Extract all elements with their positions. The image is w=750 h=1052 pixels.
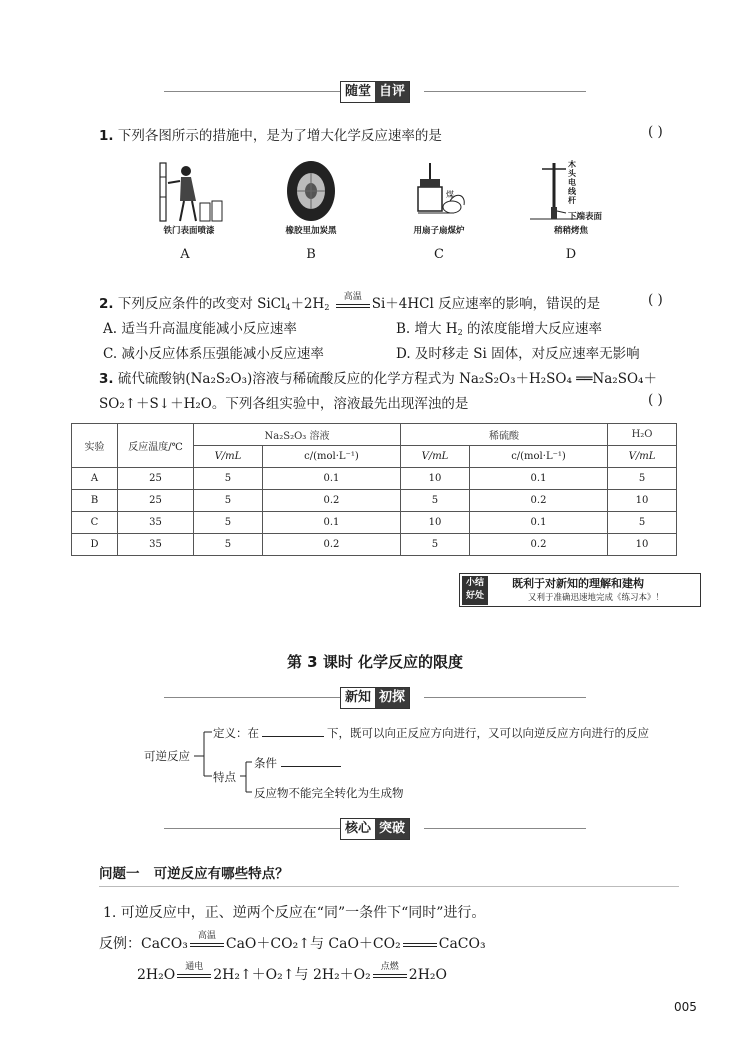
blank-underline xyxy=(281,766,341,767)
question-1 xyxy=(99,124,442,144)
answer-bracket: ( ) xyxy=(648,292,663,308)
question-text: 下列各图所示的措施中，是为了增大化学反应速率的是 xyxy=(117,128,442,144)
table-header: 反应温度/℃ xyxy=(118,424,194,468)
table-subheader: c/(mol·L⁻¹) xyxy=(469,446,607,468)
section-divider xyxy=(424,697,586,698)
table-subheader: c/(mol·L⁻¹) xyxy=(262,446,400,468)
example-line-2: 2H₂O 通电 2H₂↑＋O₂↑与 2H₂＋O₂ 点燃 2H₂O xyxy=(137,962,447,983)
diagram-incomplete: 反应物不能完全转化为生成物 xyxy=(254,786,404,800)
choice-b: B. 增大 $H_2$ 的浓度能增大反应速率 xyxy=(396,321,602,337)
choice-c: C. 减小反应体系压强能减小反应速率 xyxy=(103,346,324,362)
image-caption: 橡胶里加炭黑 xyxy=(285,226,337,236)
image-caption: 铁门表面喷漆 xyxy=(163,226,215,236)
question-text: 硫代硫酸钠(Na₂S₂O₃)溶液与稀硫酸反应的化学方程式为 Na₂S₂O₃＋H₂SO₄ ══Na₂SO₄＋ xyxy=(117,371,657,387)
table-subheader: V/mL xyxy=(608,446,677,468)
question-number: 2. xyxy=(99,296,114,312)
section-banner-new-knowledge: 新知 初探 xyxy=(340,687,410,709)
question-number: 1. xyxy=(99,128,114,144)
option-label: B xyxy=(306,247,316,262)
pole-label: 木头电线杆 xyxy=(568,159,576,205)
example-line-1: 反例：CaCO₃ 高温 CaO＋CO₂↑与 CaO＋CO₂ CaCO₃ xyxy=(99,931,486,952)
table-row: C 35 5 0.1 10 0.1 5 xyxy=(72,512,677,534)
reaction-condition: 高温 xyxy=(336,298,370,312)
blank-underline xyxy=(262,736,324,737)
question-3-line2: SO₂↑＋S↓＋H₂O。下列各组实验中，溶液最先出现浑浊的是 xyxy=(99,396,469,412)
answer-bracket: ( ) xyxy=(648,124,663,140)
table-subheader: V/mL xyxy=(194,446,263,468)
table-header: H₂O xyxy=(608,424,677,446)
section-divider xyxy=(164,697,340,698)
experiment-table xyxy=(71,423,677,556)
section-divider xyxy=(164,91,340,92)
diagram-root: 可逆反应 xyxy=(144,749,190,763)
table-row: D 35 5 0.2 5 0.2 10 xyxy=(72,534,677,556)
table-row: B 25 5 0.2 5 0.2 10 xyxy=(72,490,677,512)
spray-paint-door-illustration xyxy=(144,157,234,227)
coal-label: 煤 xyxy=(446,190,454,199)
point-1: 1. 可逆反应中，正、逆两个反应在“同”一条件下“同时”进行。 xyxy=(103,905,486,921)
table-subheader: V/mL xyxy=(401,446,470,468)
table-header: 稀硫酸 xyxy=(401,424,608,446)
section-banner-self-eval xyxy=(340,81,410,103)
choice-d: D. 及时移走 Si 固体，对反应速率无影响 xyxy=(396,346,640,362)
tire-illustration xyxy=(266,157,356,227)
problem-underline xyxy=(99,886,679,887)
section-banner-core: 核心 突破 xyxy=(340,818,410,840)
question-number: 3. xyxy=(99,371,114,387)
pole-side-label: 下端表面 xyxy=(568,212,603,222)
banner-left: 随堂 xyxy=(341,82,375,102)
diagram-definition: 定义：在 下，既可以向正反应方向进行，又可以向逆反应方向进行的反应 xyxy=(213,726,649,740)
option-label: A xyxy=(180,247,190,262)
fan-coal-stove-illustration xyxy=(394,157,484,227)
summary-tip-box xyxy=(459,573,701,607)
section-divider xyxy=(424,91,586,92)
option-label: C xyxy=(434,247,444,262)
answer-bracket: ( ) xyxy=(648,392,663,408)
section-divider xyxy=(164,828,340,829)
question-3 xyxy=(99,367,657,387)
tip-line-2: 又利于准确迅速地完成《练习本》！ xyxy=(528,593,665,603)
banner-right: 自评 xyxy=(375,82,409,102)
table-header: Na₂S₂O₃ 溶液 xyxy=(194,424,401,446)
tip-badge: 小结好处 xyxy=(462,576,488,605)
diagram-feature: 特点 xyxy=(213,770,236,784)
option-label: D xyxy=(565,247,577,262)
page-number: 005 xyxy=(674,1000,697,1014)
image-caption: 稍稍烤焦 xyxy=(553,226,588,236)
choice-a: A. 适当升高温度能减小反应速率 xyxy=(103,321,297,337)
table-header: 实验 xyxy=(72,424,118,468)
table-row: A 25 5 0.1 10 0.1 5 xyxy=(72,468,677,490)
image-caption: 用扇子扇煤炉 xyxy=(413,226,465,236)
lesson-title: 第 3 课时 化学反应的限度 xyxy=(286,653,464,671)
problem-heading: 问题一 可逆反应有哪些特点？ xyxy=(99,866,289,882)
diagram-condition: 条件 xyxy=(254,755,341,771)
tip-line-1: 既利于对新知的理解和建构 xyxy=(512,577,644,590)
question-2: 2. 下列反应条件的改变对 $SiCl_4+2H_2$ 高温 Si＋4HCl 反应速率的影响，错误的是 xyxy=(99,291,601,312)
section-divider xyxy=(424,828,586,829)
